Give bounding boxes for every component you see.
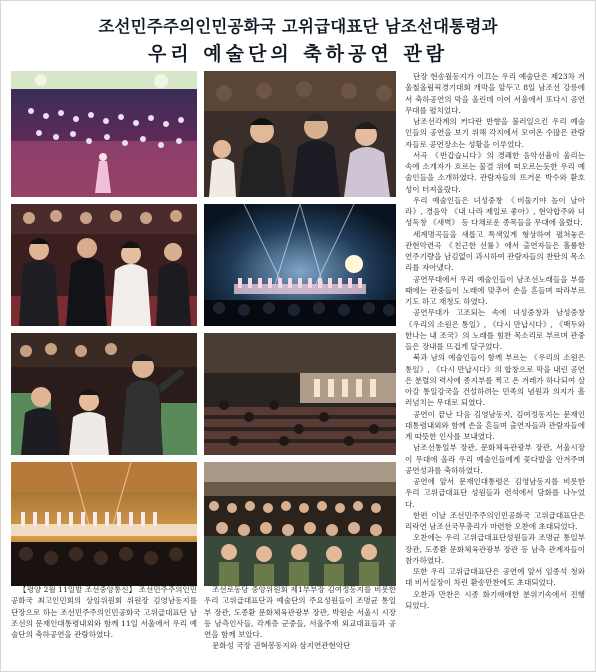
article-paragraph: 우리 예술인들은 녀성중창 《비둘기야 높이 날아라》, 경음악 《내 나라 제일로 좋아》, 현악합주와 녀성독창 《새벽》 등 다채로운 종목들을 무대에 올렸다. (405, 195, 585, 228)
article-paragraph: 공연무대에서 우리 예술인들이 남조선노래들을 부를 때에는 관중들이 노래에 맞추어 손을 흔들며 따라부르기도 하고 재청도 하였다. (405, 274, 585, 306)
article-paragraph: 오찬과 만찬은 시종 화기애애한 분위기속에서 진행되었다. (405, 589, 585, 610)
photo-leaders-applauding (204, 71, 396, 197)
photo-stage-lights (204, 204, 396, 326)
headline-line2: 우리 예술단의 축하공연 관람 (147, 43, 449, 65)
article-paragraph: 공연이 끝난 다음 김영남동지, 김여정동지는 문재인대통령내외와 함께 손을 흔들며 출연자들과 관람자들에게 따뜻한 인사를 보내였다. (405, 409, 585, 441)
article-right-column (405, 71, 585, 667)
article-bottom-left (11, 584, 197, 668)
article-paragraph: 단장 현송월동지가 이끄는 우리 예술단은 제23차 겨울철올림픽경기대회 개막을 앞두고 8일 남조선 강릉에서 축하공연의 막을 올린데 이어 서울에서 또다시 공연무대를 펼치었다. (405, 72, 585, 115)
article-paragraph: 서곡 《반갑습니다》의 경쾌한 음악선율이 울리는 속에 소개자가 흐르는 물결 위에 떠오르는듯한 우리 예술인들을 소개하였다. 관람자들의 뜨거운 박수와 환호성이 터져올랐다. (405, 150, 585, 194)
article-paragraph: 남조선각계의 커다란 반향을 불러일으킨 우리 예술인들의 공연을 보기 위해 각지에서 모여온 수많은 관람자들로 공연장소는 성황을 이루었다. (405, 117, 585, 149)
article-paragraph: 공연무대가 고조되는 속에 녀성중창과 남성중창 《우리의 소원은 통일》, 《다시 만납시다》, 《백두와 한나는 내 조국》의 노래를 힘찬 목소리로 부르며 관중들은 장내를 뜨겁게 달구었다. (405, 308, 585, 351)
photo-standing-ovation (11, 333, 197, 455)
article-paragraph: 북과 남의 예술인들이 함께 부르는 《우리의 소원은 통일》, 《다시 만납시다》의 합창으로 막을 내린 공연은 분렬의 력사에 종지부를 찍고 온 겨레가 하나되여 살아갈 통일강국을 건설하려는 민족의 념원과 의지가 흘러넘치는 무대로 되였다. (405, 353, 585, 408)
article-paragraph: 한편 이날 조선민주주의인민공화국 고위급대표단은 리락연 남조선국무총리가 마련한 오찬에 초대되었다. (405, 510, 585, 531)
article-paragraph: 조선로동당 중앙위원회 제1부부장 김여정동지를 비롯한 우리 고위급대표단과 예술단의 주요성원들이 조명균 통일부 장관, 도종환 문화체육관광부 장관, 박원순 서울시 시장 등 남측인사들, 각계층 군중들, 서울주재 외교대표들과 공연을 함께 보았다. (204, 585, 396, 639)
article-paragraph: 오찬에는 우리 고위급대표단성원들과 조명균 통일부 장관, 도종환 문화체육관광부 장관 등 남측 관계자들이 참가하였다. (405, 533, 585, 565)
article-bottom-right (204, 584, 396, 668)
headline-line1: 조선민주주의인민공화국 고위급대표단 남조선대통령과 (98, 17, 498, 36)
article-paragraph: 또한 우리 고위급대표단은 공연에 앞서 임종석 청와대 비서실장이 차린 환송만찬에도 초대되었다. (405, 567, 585, 588)
article-paragraph: 【평양 2월 11일발 조선중앙통신】 조선민주주의인민공화국 최고인민회의 상임위원회 위원장 김영남동지를 단장으로 하는 조선민주주의인민공화국 고위급대표단 남조선의 문재인대통령내외와 함께 11일 서울에서 우리 예술단의 축하공연을 관람하였다. (11, 585, 197, 639)
photo-orchestra-stage (11, 71, 197, 197)
article-paragraph: 남조선통일부 장관, 문화체육관광부 장관, 서울시장이 무대에 올라 우리 예술인들에게 꽃다발을 안겨주며 공연성과를 축하하였다. (405, 443, 585, 475)
photo-audience-crowd (204, 462, 396, 586)
photo-stage-performers (11, 462, 197, 586)
article-paragraph: 공연에 앞서 문재인대통령은 김영남동지를 비롯한 우리 고위급대표단 성원들과 련석에서 담화를 나누었다. (405, 477, 585, 509)
article-paragraph: 문화성 국장 권혁봉동지와 삼지연관현악단 (212, 641, 351, 651)
article-paragraph: 세계명곡들을 새롭고 특색있게 형상하여 펼쳐놓은 관현악련곡 《친근한 선률》에서 출연자들은 훌륭한 연주기량을 남김없이 과시하여 관람자들의 찬탄의 목소리를 자아냈다. (405, 229, 585, 273)
photo-theatre-hall (204, 333, 396, 455)
photo-audience-applauding (11, 204, 197, 326)
